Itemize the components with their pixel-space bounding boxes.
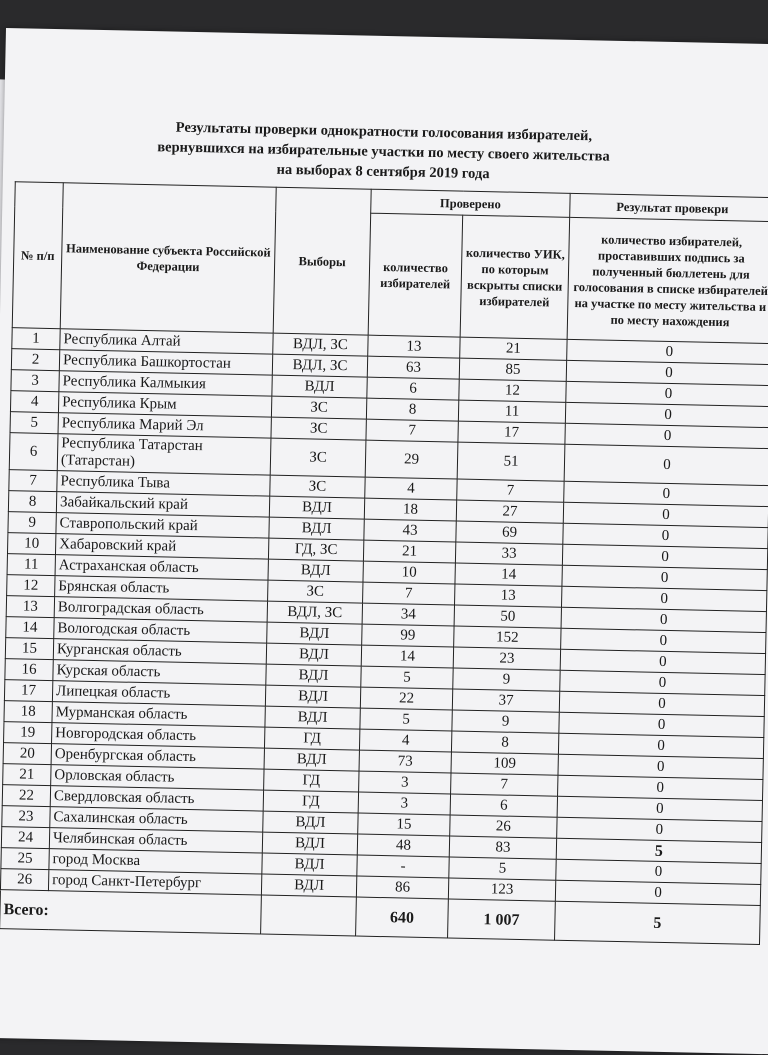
row-subject-name: Забайкальский край	[56, 492, 269, 517]
row-result: 0	[559, 712, 764, 737]
row-result: 0	[560, 649, 765, 674]
row-elections: ВДЛ	[267, 622, 362, 645]
row-subject-name: Орловская область	[51, 765, 264, 790]
row-subject-name: Брянская область	[55, 576, 268, 601]
row-number: 5	[10, 412, 58, 434]
title-line-1: Результаты проверки однократности голосования избирателей,	[175, 119, 593, 145]
row-uik: 8	[451, 731, 558, 754]
row-result: 5	[556, 838, 761, 863]
row-voters: 4	[365, 477, 457, 500]
row-subject-name: город Москва	[49, 849, 262, 874]
row-elections: ВДЛ	[263, 811, 358, 834]
total-label: Всего:	[0, 890, 261, 934]
row-result: 0	[567, 339, 768, 364]
row-number: 2	[11, 349, 59, 371]
row-subject-name: Республика Марий Эл	[58, 413, 271, 438]
row-number: 23	[2, 806, 50, 828]
row-elections: ГД, ЗС	[268, 538, 363, 561]
row-result: 0	[561, 628, 766, 653]
row-voters: 43	[364, 519, 456, 542]
row-uik: 11	[458, 400, 565, 423]
row-voters: 18	[364, 498, 456, 521]
row-elections: ЗС	[270, 438, 366, 477]
row-subject-name: Республика Башкортостан	[59, 350, 272, 375]
row-voters: 5	[360, 708, 452, 731]
row-uik: 21	[460, 337, 567, 360]
row-number: 15	[5, 638, 53, 660]
row-subject-name: Челябинская область	[49, 828, 262, 853]
row-voters: 4	[359, 729, 451, 752]
row-uik: 123	[448, 878, 555, 901]
row-voters: -	[357, 855, 449, 878]
row-uik: 51	[457, 442, 565, 481]
row-uik: 69	[456, 521, 563, 544]
row-elections: ВДЛ	[264, 748, 359, 771]
row-elections: ЗС	[271, 417, 366, 440]
table-body	[0, 328, 768, 906]
row-subject-name: Вологодская область	[54, 618, 267, 643]
row-elections: ВДЛ	[269, 496, 364, 519]
row-number: 6	[9, 433, 58, 471]
row-voters: 14	[361, 645, 453, 668]
row-result: 0	[565, 423, 768, 448]
row-voters: 34	[362, 603, 454, 626]
row-uik: 13	[455, 584, 562, 607]
row-elections: ГД	[264, 727, 359, 750]
row-result: 0	[561, 586, 766, 611]
row-result: 0	[555, 880, 760, 905]
row-uik: 6	[450, 794, 557, 817]
header-elections: Выборы	[273, 187, 371, 335]
row-elections: ВДЛ	[265, 685, 360, 708]
row-voters: 86	[356, 876, 448, 899]
row-uik: 17	[458, 421, 565, 444]
row-voters: 3	[359, 771, 451, 794]
row-subject-name: Ставропольский край	[56, 513, 269, 538]
total-elections-cell	[261, 895, 357, 936]
row-elections: ВДЛ	[269, 517, 364, 540]
row-voters: 48	[357, 834, 449, 857]
total-result: 5	[555, 901, 761, 944]
row-subject-name: Новгородская область	[52, 723, 265, 748]
row-number: 21	[3, 764, 51, 786]
row-number: 11	[7, 554, 55, 576]
row-elections: ВДЛ	[262, 832, 357, 855]
row-uik: 27	[456, 500, 563, 523]
row-number: 25	[1, 848, 49, 870]
row-number: 9	[8, 512, 56, 534]
row-uik: 23	[453, 647, 560, 670]
row-result: 0	[557, 796, 762, 821]
row-number: 7	[9, 470, 57, 492]
row-subject-name: Липецкая область	[52, 681, 265, 706]
row-uik: 9	[452, 710, 559, 733]
row-number: 13	[6, 596, 54, 618]
row-result: 0	[566, 381, 768, 406]
total-voters: 640	[356, 897, 449, 938]
row-number: 1	[12, 328, 60, 350]
header-voters-count: количество избирателей	[368, 213, 463, 337]
row-result: 0	[556, 859, 761, 884]
document-sheet	[0, 28, 768, 1055]
row-elections: ВДЛ, ЗС	[272, 354, 367, 377]
row-uik: 85	[459, 358, 566, 381]
row-elections: ЗС	[268, 580, 363, 603]
row-uik: 152	[454, 626, 561, 649]
row-elections: ЗС	[270, 475, 365, 498]
header-checked: Проверено	[371, 189, 570, 217]
row-voters: 7	[363, 582, 455, 605]
header-num: № п/п	[12, 182, 63, 329]
row-number: 18	[4, 701, 52, 723]
row-voters: 29	[365, 440, 458, 479]
row-number: 22	[2, 785, 50, 807]
row-elections: ВДЛ	[272, 375, 367, 398]
row-subject-name: Астраханская область	[55, 555, 268, 580]
row-elections: ВДЛ	[266, 664, 361, 687]
row-voters: 15	[358, 813, 450, 836]
row-uik: 7	[457, 479, 564, 502]
row-number: 16	[5, 659, 53, 681]
row-elections: ГД	[264, 769, 359, 792]
row-number: 8	[8, 491, 56, 513]
row-subject-name: Республика Калмыкия	[59, 371, 272, 396]
row-number: 10	[7, 533, 55, 555]
row-subject-name: город Санкт-Петербург	[48, 870, 261, 895]
row-result: 0	[566, 360, 768, 385]
row-number: 12	[7, 575, 55, 597]
row-voters: 99	[362, 624, 454, 647]
row-number: 4	[10, 391, 58, 413]
row-result: 0	[557, 817, 762, 842]
row-uik: 12	[459, 379, 566, 402]
row-subject-name: Республика Татарстан (Татарстан)	[57, 434, 271, 475]
row-subject-name: Свердловская область	[50, 786, 263, 811]
header-uik-count: количество УИК, по которым вскрыты списки избирателей	[460, 215, 570, 339]
row-subject-name: Сахалинская область	[50, 807, 263, 832]
row-result: 0	[561, 607, 766, 632]
row-result: 0	[560, 670, 765, 695]
row-elections: ВДЛ	[265, 706, 360, 729]
row-elections: ГД	[263, 790, 358, 813]
row-subject-name: Хабаровский край	[55, 534, 268, 559]
row-subject-name: Оренбургская область	[51, 744, 264, 769]
row-subject-name: Республика Крым	[58, 392, 271, 417]
row-number: 14	[6, 617, 54, 639]
row-number: 26	[0, 869, 48, 891]
row-subject-name: Курганская область	[53, 639, 266, 664]
row-result: 0	[564, 481, 768, 506]
row-elections: ВДЛ	[266, 643, 361, 666]
row-number: 19	[4, 722, 52, 744]
row-result: 0	[558, 775, 763, 800]
row-voters: 7	[366, 419, 458, 442]
row-uik: 37	[452, 689, 559, 712]
row-uik: 26	[450, 815, 557, 838]
row-uik: 5	[449, 857, 556, 880]
row-result: 0	[563, 502, 768, 527]
row-result: 0	[558, 733, 763, 758]
row-result: 0	[565, 402, 768, 427]
row-voters: 3	[358, 792, 450, 815]
row-voters: 8	[366, 398, 458, 421]
row-elections: ВДЛ	[268, 559, 363, 582]
header-subject: Наименование субъекта Российской Федерации	[60, 183, 276, 333]
row-elections: ВДЛ	[261, 874, 356, 897]
results-table	[0, 181, 768, 945]
row-voters: 21	[363, 540, 455, 563]
document-title	[43, 115, 724, 189]
row-subject-name: Волгоградская область	[54, 597, 267, 622]
row-elections: ВДЛ, ЗС	[267, 601, 362, 624]
row-number: 24	[1, 827, 49, 849]
row-uik: 14	[455, 563, 562, 586]
row-voters: 6	[367, 377, 459, 400]
row-voters: 73	[359, 750, 451, 773]
row-voters: 63	[367, 356, 459, 379]
row-elections: ВДЛ, ЗС	[273, 333, 368, 356]
row-uik: 109	[451, 752, 558, 775]
row-number: 20	[3, 743, 51, 765]
row-uik: 50	[454, 605, 561, 628]
header-result-description: количество избирателей, проставивших подпись за полученный бюллетень для голосования в списке избирателей на участке по месту жительства и по месту нахождения	[567, 217, 768, 343]
row-result: 0	[563, 523, 768, 548]
row-voters: 13	[368, 335, 460, 358]
row-result: 0	[562, 565, 767, 590]
total-uik: 1 007	[448, 899, 556, 940]
row-result: 0	[564, 444, 768, 485]
header-result: Результат провекри	[570, 193, 768, 221]
row-voters: 10	[363, 561, 455, 584]
row-result: 0	[558, 754, 763, 779]
row-result: 0	[562, 544, 767, 569]
title-line-2: вернувшихся на избирательные участки по месту своего жительства	[157, 139, 610, 165]
row-number: 3	[11, 370, 59, 392]
row-uik: 83	[449, 836, 556, 859]
row-elections: ВДЛ	[262, 853, 357, 876]
title-line-3: на выборах 8 сентября 2019 года	[276, 161, 490, 183]
row-subject-name: Республика Тыва	[57, 471, 270, 496]
row-uik: 33	[455, 542, 562, 565]
row-uik: 9	[453, 668, 560, 691]
row-voters: 22	[360, 687, 452, 710]
row-subject-name: Курская область	[53, 660, 266, 685]
row-uik: 7	[451, 773, 558, 796]
row-subject-name: Республика Алтай	[60, 329, 273, 354]
row-voters: 5	[361, 666, 453, 689]
row-number: 17	[4, 680, 52, 702]
row-subject-name: Мурманская область	[52, 702, 265, 727]
row-elections: ЗС	[271, 396, 366, 419]
row-result: 0	[559, 691, 764, 716]
